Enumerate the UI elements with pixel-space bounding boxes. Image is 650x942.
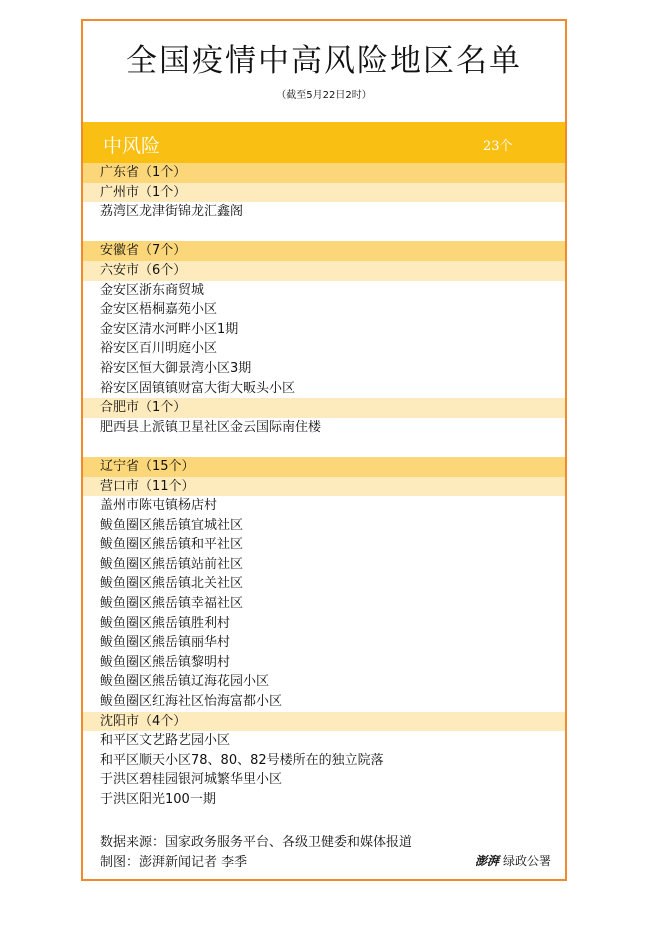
area-row: 鲅鱼圈区熊岳镇辽海花园小区 xyxy=(100,674,270,690)
city-row: 合肥市（1个） xyxy=(83,398,565,418)
city-row: 六安市（6个） xyxy=(83,261,565,281)
area-row: 鲅鱼圈区熊岳镇丽华村 xyxy=(100,635,231,651)
area-row: 荔湾区龙津街锦龙汇鑫阁 xyxy=(100,204,244,220)
area-row: 和平区顺天小区78、80、82号楼所在的独立院落 xyxy=(100,752,384,768)
brand-mark: 澎湃 xyxy=(474,854,499,868)
credit: 制图：澎湃新闻记者 李季 xyxy=(100,855,248,870)
risk-level-band xyxy=(83,122,565,163)
area-row: 鲅鱼圈区熊岳镇和平社区 xyxy=(100,537,244,553)
area-row: 鲅鱼圈区熊岳镇北关社区 xyxy=(100,576,244,592)
area-row: 盖州市陈屯镇杨店村 xyxy=(100,498,218,514)
risk-level-label: 中风险 xyxy=(103,135,161,157)
area-row: 肥西县上派镇卫星社区金云国际南住楼 xyxy=(100,419,322,435)
area-row: 鲅鱼圈区熊岳镇站前社区 xyxy=(100,556,244,572)
brand-logo xyxy=(475,852,551,869)
area-row: 鲅鱼圈区红海社区怡海富都小区 xyxy=(100,694,283,710)
risk-level-count: 23个 xyxy=(483,139,513,154)
footer xyxy=(100,833,412,873)
province-row: 辽宁省（15个） xyxy=(83,457,565,477)
area-row: 金安区梧桐嘉苑小区 xyxy=(100,302,218,318)
city-row: 广州市（1个） xyxy=(83,183,565,203)
poster-frame xyxy=(81,19,567,881)
area-row: 鲅鱼圈区熊岳镇幸福社区 xyxy=(100,596,244,612)
group-spacer xyxy=(83,222,565,242)
data-source: 数据来源：国家政务服务平台、各级卫健委和媒体报道 xyxy=(100,835,413,850)
city-row: 营口市（11个） xyxy=(83,477,565,497)
group-spacer xyxy=(83,437,565,457)
brand-name: 绿政公署 xyxy=(502,854,551,868)
area-row: 金安区浙东商贸城 xyxy=(100,282,205,298)
page-title: 全国疫情中高风险地区名单 xyxy=(126,43,522,79)
area-row: 裕安区固镇镇财富大街大畈头小区 xyxy=(100,380,296,396)
area-row: 裕安区百川明庭小区 xyxy=(100,341,218,357)
area-row: 鲅鱼圈区熊岳镇胜利村 xyxy=(100,615,231,631)
area-row: 鲅鱼圈区熊岳镇黎明村 xyxy=(100,654,231,670)
area-row: 和平区文艺路艺园小区 xyxy=(100,733,231,749)
area-row: 鲅鱼圈区熊岳镇宜城社区 xyxy=(100,517,244,533)
area-row: 裕安区恒大御景湾小区3期 xyxy=(100,360,252,376)
page-subtitle: （截至5月22日2时） xyxy=(276,90,372,101)
area-list xyxy=(83,163,565,810)
area-row: 于洪区碧桂园银河城繁华里小区 xyxy=(100,772,283,788)
area-row: 于洪区阳光100一期 xyxy=(100,792,216,807)
province-row: 广东省（1个） xyxy=(83,163,565,183)
province-row: 安徽省（7个） xyxy=(83,241,565,261)
area-row: 金安区清水河畔小区1期 xyxy=(100,321,239,337)
city-row: 沈阳市（4个） xyxy=(83,712,565,732)
